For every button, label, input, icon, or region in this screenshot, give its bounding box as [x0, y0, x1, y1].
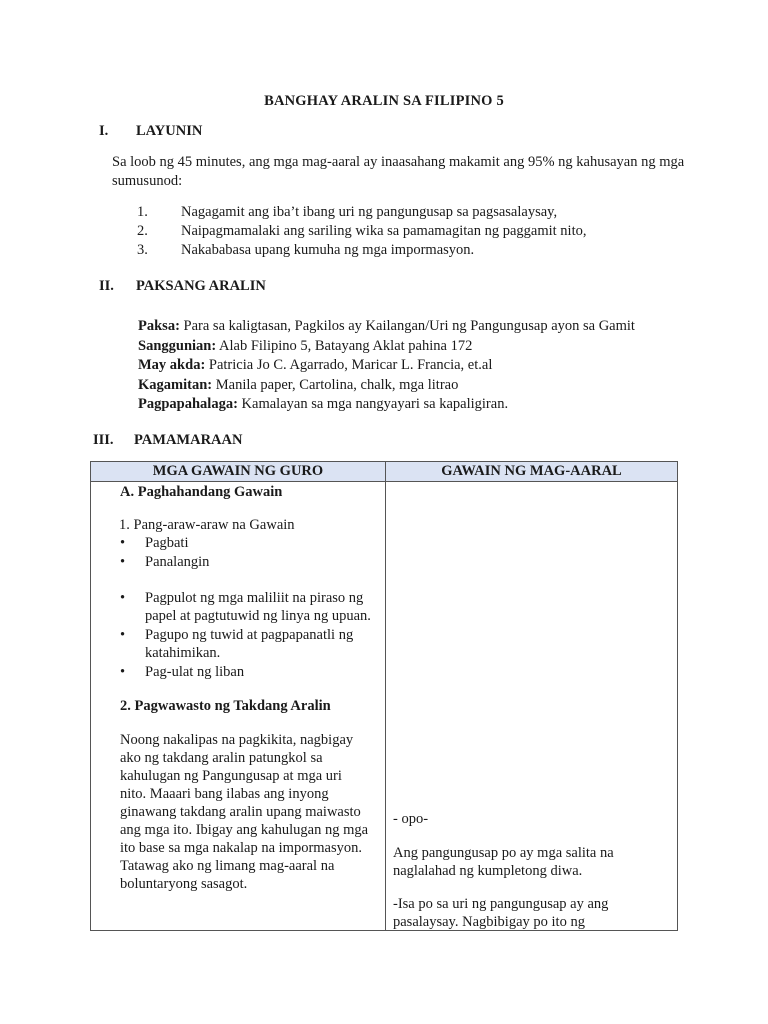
student-response: - opo-	[393, 811, 429, 827]
bullet-icon: •	[120, 535, 126, 551]
section-label: PAKSANG ARALIN	[136, 278, 266, 294]
teacher-cell	[91, 482, 386, 931]
table-header-row	[91, 462, 678, 482]
section-heading-layunin	[99, 123, 202, 140]
topic-row: Paksa: Para sa kaligtasan, Pagkilos ay Kailangan/Uri ng Pangungusap ayon sa Gamit	[138, 318, 635, 334]
subheading-paghahandang-gawain: A. Paghahandang Gawain	[120, 484, 283, 500]
topic-row: May akda: Patricia Jo C. Agarrado, Maricar L. Francia, et.al	[138, 357, 493, 373]
objective-item: 2. Naipagmamalaki ang sariling wika sa pamamagitan ng paggamit nito,	[137, 223, 587, 239]
bullet-icon: •	[120, 627, 126, 643]
header-student-activities: GAWAIN NG MAG-AARAL	[386, 462, 678, 482]
bullet-text: Pag-ulat ng liban	[145, 664, 245, 680]
bullet-icon: •	[120, 554, 126, 570]
topic-details	[138, 317, 635, 415]
objectives-intro: Sa loob ng 45 minutes, ang mga mag-aaral ay inaasahang makamit ang 95% ng kahusayan ng mga sumusunod:	[112, 154, 685, 189]
bullet-icon: •	[120, 590, 126, 606]
section-heading-paksang-aralin	[99, 278, 266, 295]
topic-row: Pagpapahalaga: Kamalayan sa mga nangyayari sa kapaligiran.	[138, 396, 509, 412]
section-label: PAMAMARAAN	[134, 432, 243, 448]
section-number: I.	[99, 123, 109, 139]
bullet-text: Pagbati	[145, 535, 189, 551]
list-item-number: 1. Pang-araw-araw na Gawain	[119, 517, 295, 533]
document-title: BANGHAY ARALIN SA FILIPINO 5	[264, 93, 504, 109]
student-response: -Isa po sa uri ng pangungusap ay ang pasalaysay. Nagbibigay po ito ng	[393, 896, 609, 930]
header-teacher-activities: MGA GAWAIN NG GURO	[91, 462, 386, 482]
subheading-pagwawasto: 2. Pagwawasto ng Takdang Aralin	[120, 698, 331, 714]
bullet-text: Pagupo ng tuwid at pagpapanatli ng katahimikan.	[145, 627, 354, 661]
bullet-text: Panalangin	[145, 554, 210, 570]
objective-item: 1. Nagagamit ang iba’t ibang uri ng pangungusap sa pagsasalaysay,	[137, 204, 558, 220]
bullet-text: Pagpulot ng mga maliliit na piraso ng papel at pagtutuwid ng linya ng upuan.	[145, 590, 371, 624]
table-row	[91, 482, 678, 931]
section-number: III.	[93, 432, 114, 448]
bullet-icon: •	[120, 664, 126, 680]
topic-row: Sanggunian: Alab Filipino 5, Batayang Aklat pahina 172	[138, 337, 473, 354]
section-heading-pamamaraan	[93, 432, 242, 449]
student-cell	[386, 482, 678, 931]
objective-item: 3. Nakababasa upang kumuha ng mga impormasyon.	[137, 242, 475, 258]
student-response: Ang pangungusap po ay mga salita na naglalahad ng kumpletong diwa.	[393, 845, 614, 879]
topic-row: Kagamitan: Manila paper, Cartolina, chalk, mga litrao	[138, 376, 459, 393]
section-label: LAYUNIN	[136, 123, 203, 139]
teacher-paragraph: Noong nakalipas na pagkikita, nagbigay ako ng takdang aralin patungkol sa kahulugan ng Pangungusap at mga uri nito. Maaari bang ilabas ang inyong ginawang takdang aralin upang maiwasto ang mga ito. Ibigay ang kahulugan ng mga ito base sa mga nakalap na impormasyon. Tatawag ako ng limang mag-aaral na boluntaryong sasagot.	[120, 732, 369, 892]
objectives-list	[137, 203, 586, 260]
procedure-table	[90, 461, 678, 931]
section-number: II.	[99, 278, 114, 294]
